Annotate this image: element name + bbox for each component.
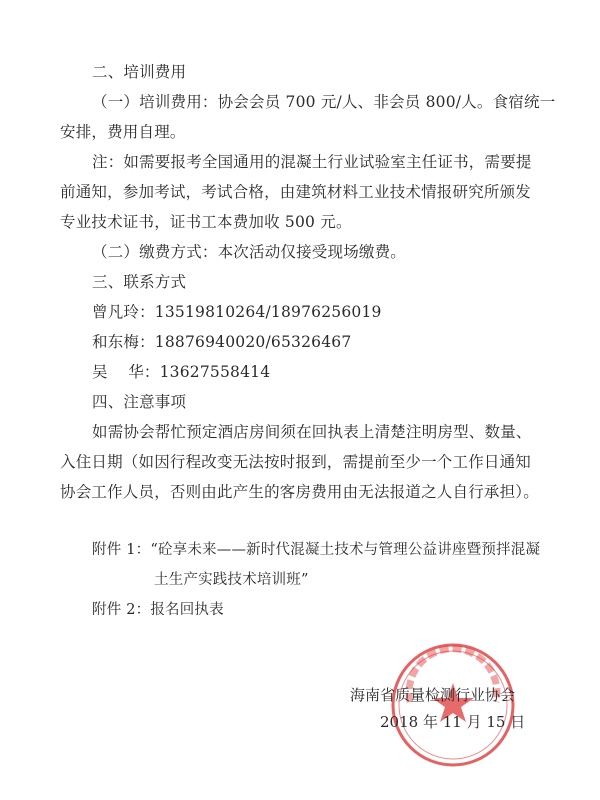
notice-line-3: 协会工作人员，否则由此产生的客房费用由无法报道之人自行承担）。 [60, 483, 539, 501]
contact-item: 和东梅：18876940020/65326467 [92, 333, 352, 351]
contact-item: 曾凡玲：13519810264/18976256019 [92, 303, 382, 321]
fee-item-1-line-1: （一）培训费用：协会会员 700 元/人、非会员 800/人。食宿统一 [92, 93, 556, 111]
contact-item: 吴 华：13627558414 [92, 363, 271, 381]
attachment-1-line-2: 土生产实践技术培训班” [154, 572, 309, 588]
attachment-2: 附件 2：报名回执表 [92, 602, 224, 618]
notice-line-1: 如需协会帮忙预定酒店房间须在回执表上清楚注明房型、数量、 [92, 423, 532, 441]
notice-heading: 四、注意事项 [92, 393, 187, 411]
note-line-2: 前通知，参加考试，考试合格，由建筑材料工业技术情报研究所颁发 [60, 183, 532, 201]
fee-item-2: （二）缴费方式：本次活动仅接受现场缴费。 [92, 243, 407, 261]
note-line-3: 专业技术证书，证书工本费加收 500 元。 [60, 213, 352, 231]
notice-line-2: 入住日期（如因行程改变无法按时报到，需提前至少一个工作日通知 [60, 453, 532, 471]
note-line-1: 注：如需要报考全国通用的混凝土行业试验室主任证书，需要提 [92, 153, 532, 171]
official-seal-stamp [388, 640, 518, 770]
fee-item-1-line-2: 安排，费用自理。 [60, 123, 186, 141]
attachment-1-line-1: 附件 1：“砼享未来——新时代混凝土技术与管理公益讲座暨预拌混凝 [92, 542, 541, 558]
issue-date: 2018 年 11 月 15 日 [380, 713, 526, 731]
contact-heading: 三、联系方式 [92, 273, 187, 291]
fee-heading: 二、培训费用 [92, 63, 187, 81]
issuing-organization: 海南省质量检测行业协会 [350, 686, 516, 704]
